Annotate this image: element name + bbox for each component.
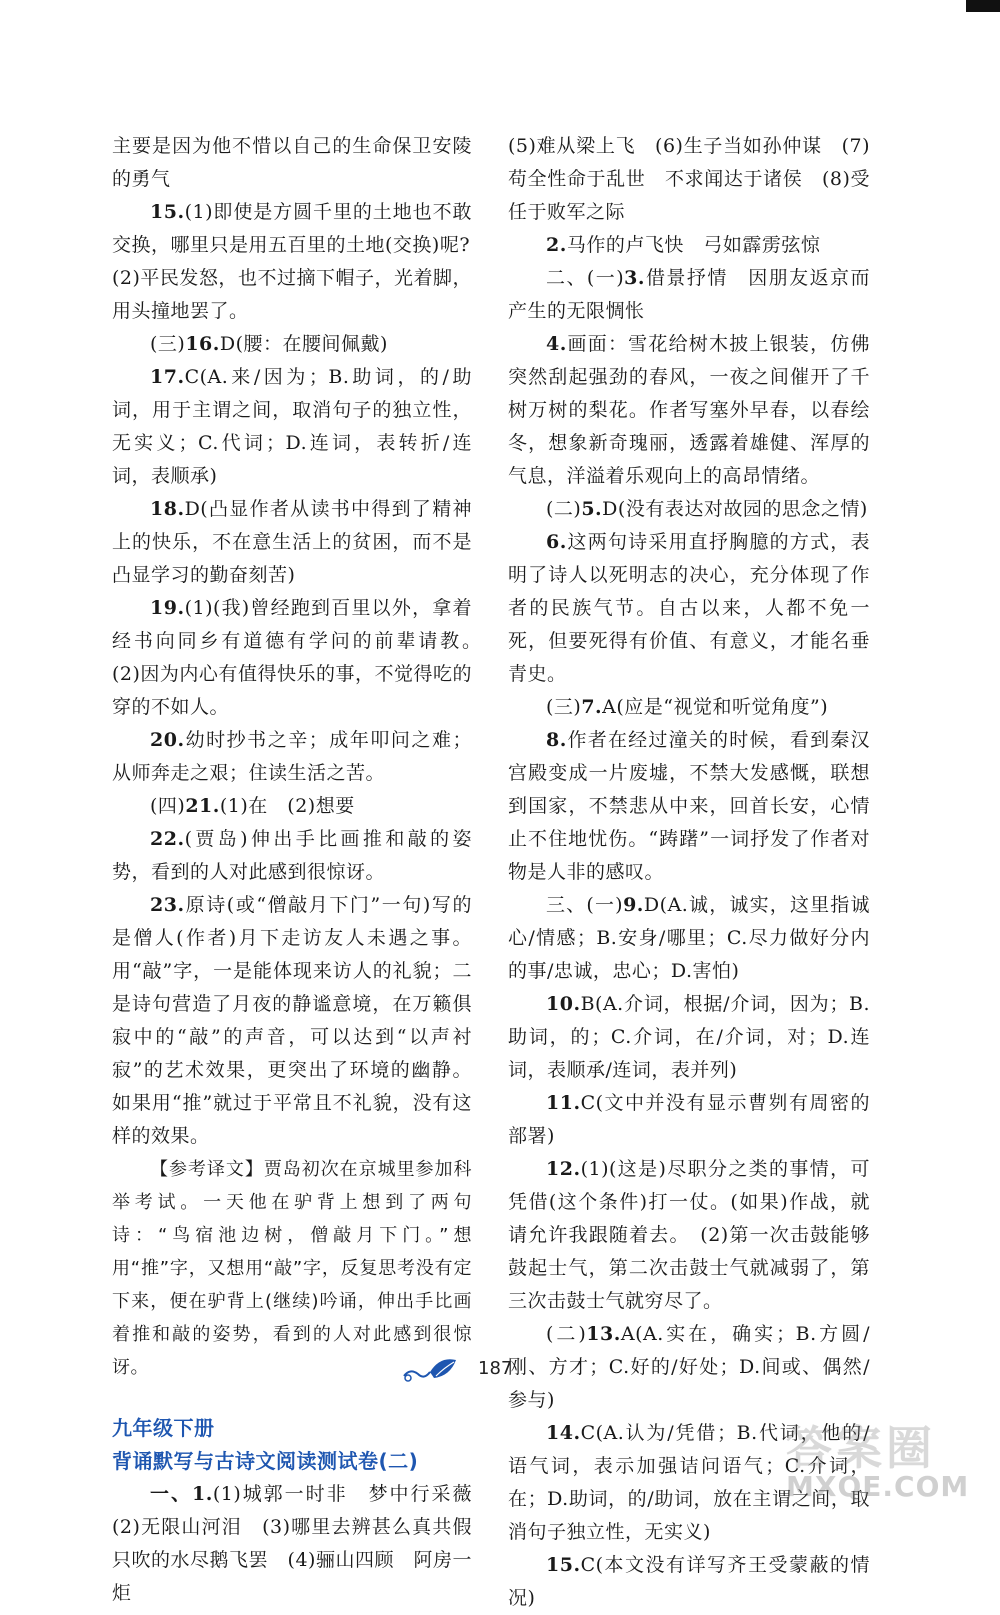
question-number: 23.	[150, 894, 185, 916]
answer-15	[112, 196, 472, 262]
answer-text: 这两句诗采用直抒胸臆的方式，表明了诗人以死明志的决心，充分体现了作者的民族气节。自古以来，人都不免一死，但要死得有价值、有意义，才能名垂青史。	[508, 531, 870, 685]
question-number: 14.	[546, 1422, 581, 1444]
answer-text: C(文中并没有显示曹刿有周密的部署)	[508, 1092, 870, 1147]
answer-text: (1)(这是)尽职分之类的事情，可凭借(这个条件)打一仗。(如果)作战，就请允许我跟随着去。 (2)第一次击鼓能够鼓起士气，第二次击鼓士气就减弱了，第三次击鼓士气就穷尽了。	[508, 1158, 870, 1312]
note-text: 贾岛初次在京城里参加科举考试。一天他在驴背上想到了两句诗：“鸟宿池边树，僧敲月下门。”想用“推”字，又想用“敲”字，反复思考没有定下来，便在驴背上(继续)吟诵，伸出手比画着推和敲的姿势，看到的人对此感到很惊讶。	[112, 1159, 472, 1378]
answer-text: 借景抒情 因朋友返京而产生的无限惆怅	[508, 267, 870, 322]
question-number: 3.	[624, 267, 645, 289]
answer-4	[508, 328, 870, 493]
answer-15-right	[508, 1549, 870, 1615]
question-number: 4.	[546, 333, 567, 355]
answer-22	[112, 823, 472, 889]
answer-19	[112, 592, 492, 724]
answer-6	[508, 526, 870, 691]
section-label: (四)	[150, 795, 186, 817]
leaf-ornament-icon	[400, 1354, 466, 1388]
answer-text: 画面：雪花给树木披上银装，仿佛突然刮起强劲的春风，一夜之间催开了千树万树的梨花。作者写塞外早春，以春绘冬，想象新奇瑰丽，透露着雄健、浑厚的气息，洋溢着乐观向上的高昂情绪。	[508, 333, 870, 487]
question-number: 11.	[546, 1092, 581, 1114]
section-label: (三)	[546, 696, 582, 718]
section-label: 三、(一)	[546, 894, 624, 916]
watermark-text: 答案圈	[786, 1421, 936, 1475]
answer-5	[508, 493, 870, 526]
answer-9	[508, 889, 870, 988]
section-label: 一、	[150, 1483, 192, 1505]
page-number: 187	[478, 1358, 513, 1379]
section-label: (二)	[546, 1323, 587, 1345]
section-label: 二、(一)	[546, 267, 625, 289]
question-number: 2.	[546, 234, 567, 256]
test-title: 背诵默写与古诗文阅读测试卷(二)	[112, 1449, 419, 1473]
answer-text: (1)在 (2)想要	[219, 795, 355, 817]
answer-text: 原诗(或“僧敲月下门”一句)写的是僧人(作者)月下走访友人未遇之事。用“敲”字，一是能体现来访人的礼貌；二是诗句营造了月夜的静谧意境，在万籁俱寂中的“敲”的声音，可以达到“以声衬寂”的艺术效果，更突出了环境的幽静。如果用“推”就过于平常且不礼貌，没有这样的效果。	[112, 894, 472, 1147]
answer-text: A(A.实在，确实；B.方圆/刚、方才；C.好的/好处；D.间或、偶然/参与)	[508, 1323, 870, 1411]
answer-2	[508, 229, 870, 262]
reference-translation	[112, 1153, 472, 1384]
question-number: 8.	[546, 729, 567, 751]
answer-10	[508, 988, 870, 1087]
watermark-logo	[786, 1412, 986, 1503]
question-number: 13.	[586, 1323, 621, 1345]
corner-mark	[966, 0, 1000, 12]
answer-text: D(A.诚，诚实，这里指诚心/情感；B.安身/哪里；C.尽力做好分内的事/忠诚，忠心；D.害怕)	[508, 894, 870, 982]
answer-21	[112, 790, 472, 823]
question-number: 16.	[185, 333, 220, 355]
question-number: 19.	[150, 597, 185, 619]
answer-text: (5)难从梁上飞 (6)生子当如孙仲谋 (7)苟全性命于乱世 不求闻达于诸侯 (8)受任于败军之际	[508, 135, 870, 223]
right-column	[508, 130, 870, 1615]
answer-text: B(A.介词，根据/介词，因为；B.助词，的；C.介词，在/介词，对；D.连词，表顺承/连词，表并列)	[508, 993, 870, 1081]
answer-8	[508, 724, 870, 889]
question-number: 6.	[546, 531, 567, 553]
answer-17	[112, 361, 472, 493]
answer-text: 马作的卢飞快 弓如霹雳弦惊	[566, 234, 821, 256]
answer-13	[508, 1318, 870, 1417]
answer-text: D(凸显作者从读书中得到了精神上的快乐，不在意生活上的贫困，而不是凸显学习的勤奋刻苦)	[112, 498, 472, 586]
answer-text: C(本文没有详写齐王受蒙蔽的情况)	[508, 1554, 870, 1609]
question-number: 20.	[150, 729, 185, 751]
left-column	[112, 130, 492, 1610]
answer-16	[112, 328, 472, 361]
question-number: 22.	[150, 828, 185, 850]
answer-12	[508, 1153, 870, 1318]
answer-text: D(没有表达对故园的思念之情)	[602, 498, 868, 520]
section-label: (三)	[150, 333, 186, 355]
answer-3	[508, 262, 870, 328]
answer-text: (2)平民发怒，也不过摘下帽子，光着脚，用头撞地罢了。	[112, 267, 472, 322]
answer-text: D(腰：在腰间佩戴)	[219, 333, 388, 355]
answer-text: C(A.认为/凭借；B.代词，他的/语气词，表示加强诘问语气；C.介词，在；D.助词，的/助词，放在主谓之间，取消句子独立性，无实义)	[508, 1422, 870, 1543]
question-number: 7.	[581, 696, 603, 718]
watermark-url: MXQE.COM	[786, 1470, 970, 1503]
answer-text: 作者在经过潼关的时候，看到秦汉宫殿变成一片废墟，不禁大发感慨，联想到国家，不禁悲从中来，回首长安，心情止不住地忧伤。“踌躇”一词抒发了作者对物是人非的感叹。	[508, 729, 870, 883]
section-label: (二)	[546, 498, 582, 520]
question-number: 10.	[546, 993, 581, 1015]
answer-20	[112, 724, 472, 790]
answer-text: C(A.来/因为；B.助词，的/助词，用于主谓之间，取消句子的独立性，无实义；C.代词；D.连词，表转折/连词，表顺承)	[112, 366, 472, 487]
grade-title: 九年级下册	[112, 1416, 215, 1440]
question-number: 12.	[546, 1158, 581, 1180]
answer-text: (1)即使是方圆千里的土地也不敢交换，哪里只是用五百里的土地(交换)呢?	[112, 201, 472, 256]
question-number: 18.	[150, 498, 185, 520]
answer-text: (1)城郭一时非 梦中行采薇 (2)无限山河泪 (3)哪里去辨甚么真共假 只吹的水尽鹅飞罢 (4)骊山四顾 阿房一炬	[112, 1483, 492, 1604]
question-number: 21.	[185, 795, 220, 817]
answer-18	[112, 493, 472, 592]
question-number: 5.	[581, 498, 603, 520]
answer-7	[508, 691, 870, 724]
answer-text: 幼时抄书之辛；成年叩问之难；从师奔走之艰；住读生活之苦。	[112, 729, 472, 784]
answer-text: 主要是因为他不惜以自己的生命保卫安陵的勇气	[112, 135, 472, 190]
question-number: 15.	[546, 1554, 581, 1576]
answer-text: (贾岛)伸出手比画推和敲的姿势，看到的人对此感到很惊讶。	[112, 828, 472, 883]
question-number: 1.	[191, 1483, 213, 1505]
answer-23	[112, 889, 472, 1153]
question-number: 9.	[623, 894, 644, 916]
answer-text: (1)(我)曾经跑到百里以外，拿着经书向同乡有道德有学问的前辈请教。 (2)因为内心有值得快乐的事，不觉得吃的穿的不如人。	[112, 597, 492, 718]
note-tag: 【参考译文】	[150, 1159, 264, 1180]
answer-11	[508, 1087, 870, 1153]
question-number: 15.	[150, 201, 185, 223]
answer-text: A(应是“视觉和听觉角度”)	[602, 696, 829, 718]
question-number: 17.	[150, 366, 185, 388]
